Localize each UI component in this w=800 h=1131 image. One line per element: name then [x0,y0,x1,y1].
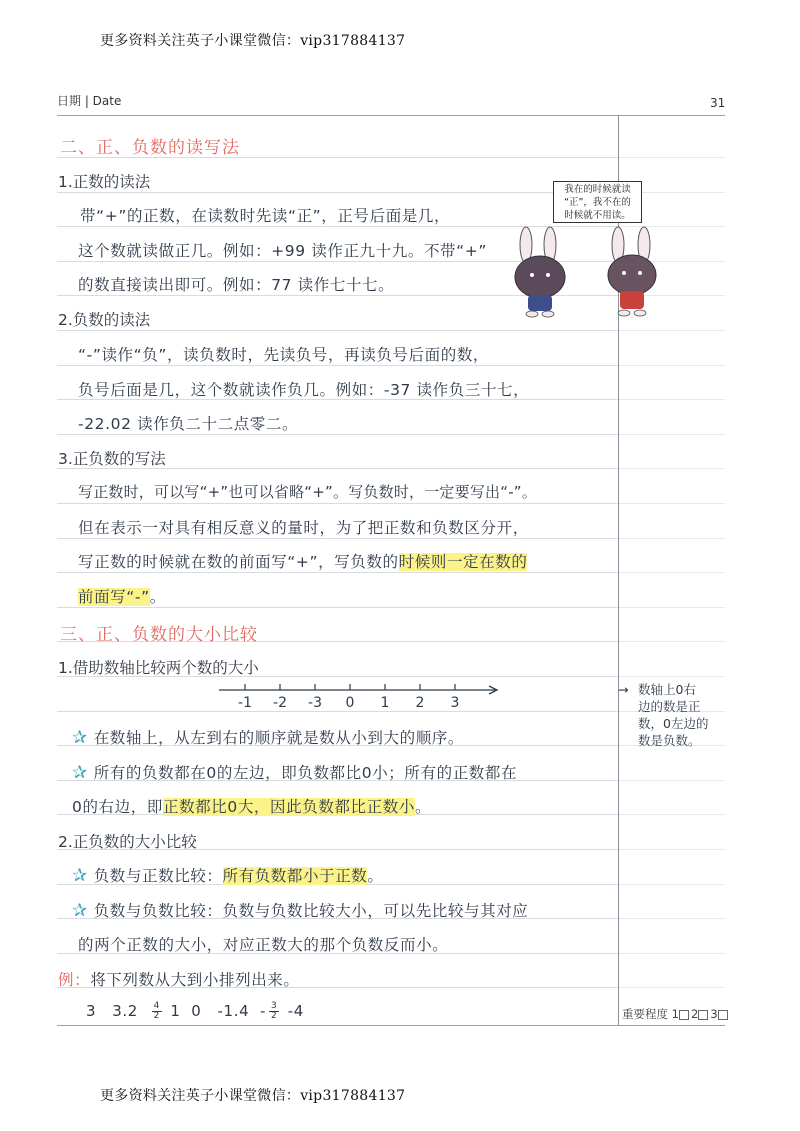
text-line: 前面写“-”。 [78,588,166,606]
text-line: 写正数的时候就在数的前面写“+”，写负数的时候则一定在数的 [78,553,528,571]
number-line-label: 3 [450,695,460,711]
star-icon: ✰ [72,900,88,921]
number-line-label: -3 [308,695,322,711]
footer-divider [57,1025,725,1026]
subheading-writing: 3.正负数的写法 [58,450,166,468]
text-line: 负号后面是几，这个数就读作负几。例如：-37 读作负三十七， [78,381,530,399]
text-line: -22.02 读作负二十二点零二。 [78,415,299,433]
importance-rating: 重要程度 1 2 3 [622,1006,730,1022]
page-number: 31 [710,96,726,110]
text-line: 带“+”的正数，在读数时先读“正”，正号后面是几， [80,207,451,225]
subheading-positive-reading: 1.正数的读法 [58,173,151,191]
example-label: 例： [58,971,91,989]
section3-title: 三、正、负数的大小比较 [60,625,258,645]
number-line-label: -2 [273,695,287,711]
bunny-right-icon [608,227,656,316]
highlight: 所有负数都小于正数 [222,867,368,885]
highlight: 前面写“-” [78,588,150,606]
text-line: 这个数就读做正几。例如：+99 读作正九十九。不带“+” [78,242,487,260]
ruled-line [619,953,725,954]
ruled-line [619,884,725,885]
text-line: ✰ 所有的负数都在0的左边，即负数都比0小；所有的正数都在 [72,762,518,783]
ruled-line [619,468,725,469]
number-line [215,676,505,712]
number-line-label: 1 [380,695,390,711]
fraction: $\frac{4}{2}$ [153,1001,160,1021]
text-line: 的数直接读出即可。例如：77 读作七十七。 [78,276,395,294]
number-line-label: 0 [345,695,355,711]
subheading-number-line: 1.借助数轴比较两个数的大小 [58,659,259,677]
text-line: ✰ 在数轴上，从左到右的顺序就是数从小到大的顺序。 [72,727,464,748]
checkbox-icon [679,1010,689,1020]
subheading-negative-reading: 2.负数的读法 [58,311,151,329]
checkbox-icon [698,1010,708,1020]
arrow-right-icon: → [618,682,629,697]
highlight: 正数都比0大，因此负数都比正数小 [162,798,415,816]
star-icon: ✰ [72,762,88,783]
example-line: 例：将下列数从大到小排列出来。 [58,971,300,989]
number-line-label: 2 [415,695,425,711]
ruled-line [57,572,618,573]
number-line-label: -1 [238,695,252,711]
ruled-line [619,157,725,158]
ruled-line [619,676,725,677]
ruled-line [619,780,725,781]
highlight: 时候则一定在数的 [398,553,528,571]
ruled-line [57,503,618,504]
bunny-illustration [508,225,668,320]
ruled-line [619,503,725,504]
date-label: 日期 | Date [57,94,122,108]
example-numbers: 3 3.2 $\frac{4}{2}$ 1 0 -1.4 - $\frac{3}{2}$ -4 [86,1001,304,1021]
ruled-line [619,607,725,608]
subheading-comparison: 2.正负数的大小比较 [58,833,197,851]
ruled-line [619,330,725,331]
side-note: → 数轴上0右 边的数是正 数，0左边的 数是负数。 [618,682,709,748]
checkbox-icon [718,1010,728,1020]
text-line: “-”读作“负”，读负数时，先读负号，再读负号后面的数， [78,346,490,364]
header-divider [57,115,725,116]
text-line: 但在表示一对具有相反意义的量时，为了把正数和负数区分开， [78,519,529,537]
watermark-bottom: 更多资料关注英子小课堂微信：vip317884137 [100,1088,406,1104]
fraction: $\frac{3}{2}$ [270,1001,278,1021]
ruled-line [619,987,725,988]
ruled-line [57,330,618,331]
speech-bubble: 我在的时候就读 “正”，我不在的 时候就不用读。 [553,181,642,223]
ruled-line [619,849,725,850]
ruled-line [619,918,725,919]
star-icon: ✰ [72,865,88,886]
text-line: ✰ 负数与正数比较：所有负数都小于正数。 [72,865,384,886]
text-line: 的两个正数的大小，对应正数大的那个负数反而小。 [78,936,449,954]
text-line: 写正数时，可以写“+”也可以省略“+”。写负数时，一定要写出“-”。 [78,483,537,501]
star-icon: ✰ [72,727,88,748]
watermark-top: 更多资料关注英子小课堂微信：vip317884137 [100,33,406,49]
ruled-line [619,814,725,815]
section2-title: 二、正、负数的读写法 [60,138,240,158]
text-line: ✰ 负数与负数比较：负数与负数比较大小，可以先比较与其对应 [72,900,529,921]
bunny-left-icon [515,227,565,317]
text-line: 0的右边，即正数都比0大，因此负数都比正数小。 [72,798,432,816]
ruled-line [619,399,725,400]
ruled-line [619,572,725,573]
ruled-line [619,434,725,435]
ruled-line [619,538,725,539]
ruled-line [619,641,725,642]
ruled-line [619,365,725,366]
